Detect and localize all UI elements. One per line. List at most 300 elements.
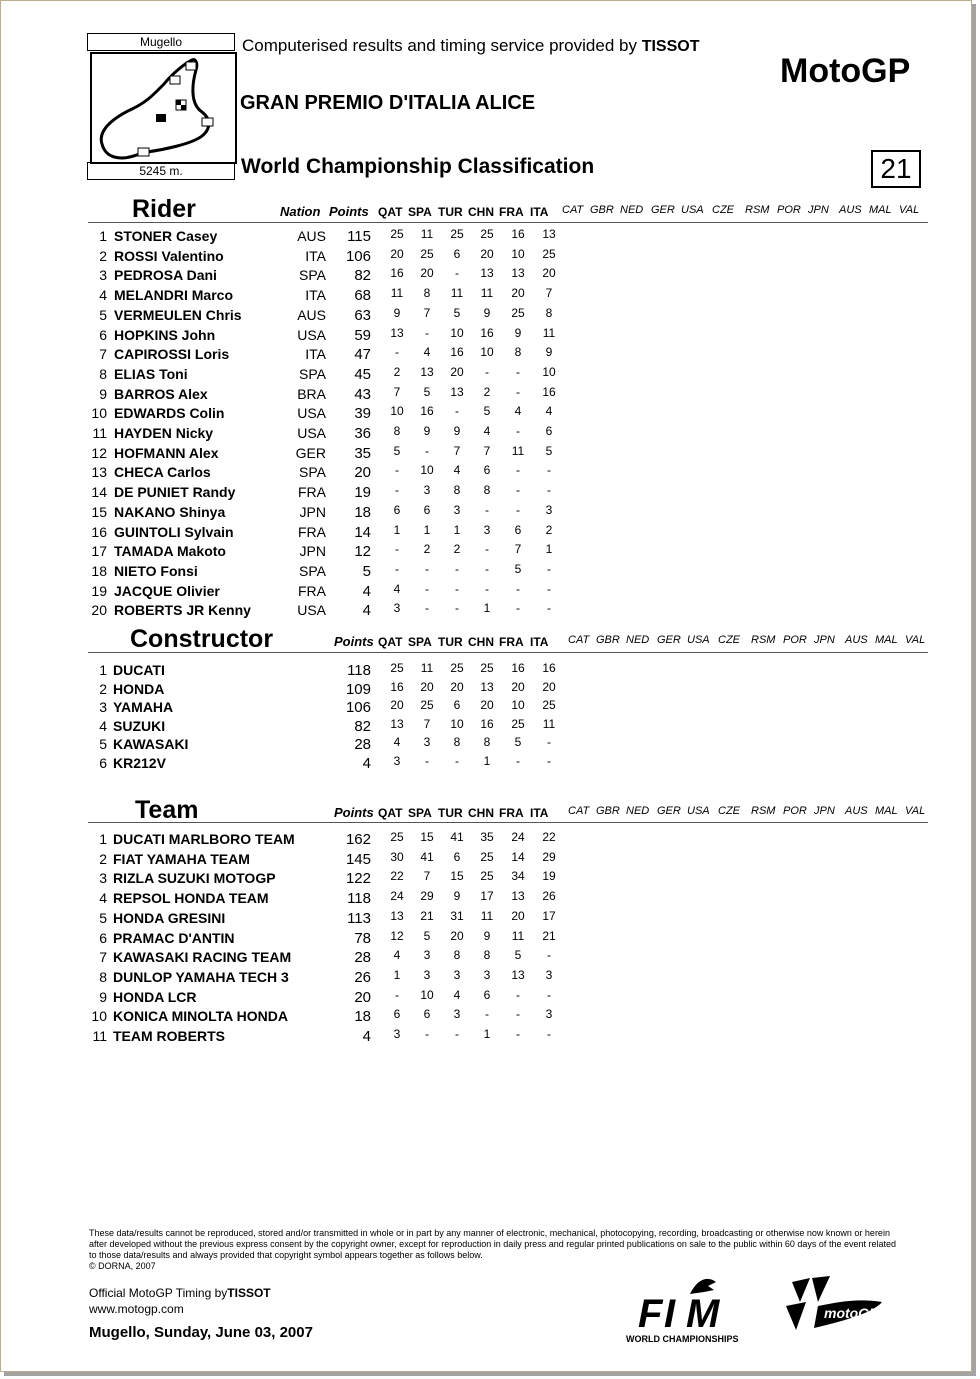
table-row: [0, 445, 980, 464]
points-total: 4: [362, 755, 371, 772]
race-result: 13: [450, 384, 464, 399]
race-result: 6: [545, 424, 553, 438]
race-result: 25: [450, 227, 464, 241]
points-total: 39: [354, 405, 371, 423]
position: 11: [92, 1028, 107, 1044]
table-row: [0, 736, 980, 755]
race-result: 13: [511, 967, 525, 982]
race-result: -: [395, 483, 399, 498]
position: 12: [91, 444, 107, 461]
race-result: 25: [542, 698, 556, 713]
points-total: 162: [345, 831, 371, 848]
race-result: -: [455, 1027, 459, 1041]
points-total: 59: [354, 326, 371, 344]
table-row: [0, 851, 980, 870]
race-result: -: [547, 463, 551, 478]
race-result: 22: [390, 869, 404, 884]
future-race-column-header: JPN: [814, 634, 835, 646]
race-result: 8: [453, 735, 461, 750]
race-result: 16: [390, 679, 404, 694]
points-column-header: Points: [334, 634, 374, 649]
race-result: -: [547, 483, 551, 498]
race-result: -: [485, 502, 489, 517]
table-row: [0, 228, 980, 247]
race-column-header: FRA: [499, 635, 524, 649]
position: 2: [99, 680, 107, 697]
points-total: 18: [354, 1008, 371, 1026]
race-result: 25: [480, 661, 494, 675]
constructor-name: SUZUKI: [113, 717, 166, 734]
position: 4: [99, 287, 107, 304]
rider-name: GUINTOLI Sylvain: [114, 523, 234, 540]
table-row: [0, 327, 980, 346]
future-race-column-header: USA: [687, 634, 710, 646]
race-result: 13: [511, 889, 525, 904]
race-result: -: [425, 601, 429, 616]
team-name: HONDA LCR: [113, 988, 197, 1005]
race-result: 1: [423, 522, 431, 537]
race-result: 25: [480, 869, 494, 884]
position: 3: [99, 870, 107, 887]
points-total: 5: [362, 562, 371, 580]
race-result: 30: [390, 849, 404, 864]
race-result: 12: [390, 928, 404, 943]
race-result: -: [516, 1007, 520, 1022]
race-result: 9: [453, 424, 461, 438]
race-column-header: TUR: [438, 806, 463, 820]
race-result: 7: [393, 384, 401, 399]
race-result: 2: [453, 542, 461, 557]
race-result: -: [547, 754, 551, 768]
points-total: 47: [354, 346, 371, 364]
race-result: 20: [480, 698, 494, 713]
position: 6: [99, 755, 107, 771]
race-result: 8: [423, 286, 431, 301]
nation: SPA: [299, 464, 326, 481]
race-result: 20: [450, 928, 464, 943]
table-row: [0, 248, 980, 267]
future-race-column-header: GER: [657, 805, 681, 817]
race-result: -: [547, 581, 551, 596]
rider-name: CAPIROSSI Loris: [114, 346, 230, 363]
provider-line: [242, 36, 699, 56]
race-column-header: FRA: [499, 806, 524, 820]
race-result: 25: [480, 849, 494, 864]
race-result: 5: [423, 384, 431, 399]
race-result: 4: [393, 948, 401, 963]
nation: USA: [297, 405, 326, 422]
points-total: 113: [347, 909, 371, 927]
table-row: [0, 755, 980, 774]
position: 18: [91, 562, 107, 579]
table-row: [0, 989, 980, 1008]
rider-name: ELIAS Toni: [114, 365, 188, 382]
future-race-column-header: POR: [783, 634, 807, 646]
race-result: -: [425, 443, 429, 458]
race-result: 7: [423, 305, 431, 320]
race-result: 25: [420, 246, 434, 261]
rider-name: BARROS Alex: [114, 385, 208, 402]
race-result: 3: [423, 967, 431, 982]
team-name: KONICA MINOLTA HONDA: [113, 1008, 288, 1025]
event-dateline: Mugello, Sunday, June 03, 2007: [89, 1324, 313, 1341]
team-name: RIZLA SUZUKI MOTOGP: [113, 870, 276, 887]
race-result: 13: [480, 266, 494, 281]
points-total: 4: [362, 1028, 371, 1045]
race-result: 10: [511, 246, 525, 261]
points-total: 12: [354, 543, 371, 561]
race-column-header: ITA: [530, 635, 549, 649]
rider-name: HOFMANN Alex: [114, 444, 219, 461]
section-title: Rider: [132, 195, 196, 223]
race-result: 10: [511, 698, 525, 713]
constructor-name: YAMAHA: [113, 699, 174, 716]
website-link[interactable]: www.motogp.com: [89, 1302, 184, 1316]
future-race-column-header: CZE: [712, 204, 734, 216]
race-column-header: QAT: [378, 806, 403, 820]
rider-name: VERMEULEN Chris: [114, 306, 242, 323]
race-result: 3: [393, 754, 401, 768]
points-total: 106: [345, 699, 371, 717]
future-race-column-header: NED: [626, 805, 650, 817]
points-total: 19: [354, 484, 371, 502]
race-result: 4: [423, 345, 431, 360]
race-result: 7: [483, 443, 491, 458]
future-race-column-header: POR: [783, 805, 807, 817]
race-result: 13: [420, 364, 434, 379]
points-total: 118: [347, 890, 371, 908]
table-row: [0, 718, 980, 737]
page-title: World Championship Classification: [241, 155, 595, 178]
rider-name: EDWARDS Colin: [114, 405, 225, 422]
points-total: 109: [345, 680, 371, 698]
race-result: 10: [450, 716, 464, 731]
future-race-column-header: NED: [626, 634, 650, 646]
motogp-logo: [778, 1272, 888, 1338]
points-total: 4: [362, 602, 371, 620]
table-row: [0, 425, 980, 444]
disclaimer-text: These data/results cannot be reproduced, stored and/or transmitted in whole or in part by any manner of electronic, mechanical, photocopying, recording, broadcasting or otherwise now known or herein after developed without the previous express consent by the copyright owner, except for reproduction in daily press and regular printed publications on sale to the public within 60 days of the event related to those data/results and always provided that copyright symbol appears together as follows below.: [89, 1228, 896, 1260]
race-result: 5: [393, 443, 401, 458]
race-result: -: [455, 601, 459, 616]
points-total: 4: [362, 582, 371, 600]
future-race-column-header: RSM: [745, 204, 770, 216]
race-result: 20: [420, 266, 434, 281]
race-result: -: [516, 384, 520, 399]
race-result: 20: [450, 679, 464, 694]
race-result: 24: [511, 830, 525, 844]
race-result: 3: [423, 735, 431, 750]
race-result: 1: [453, 522, 461, 537]
position: 20: [91, 602, 107, 619]
race-result: 11: [542, 325, 556, 340]
race-result: 7: [514, 542, 522, 557]
section-divider: [88, 822, 928, 823]
future-race-column-header: VAL: [899, 204, 920, 216]
section-title: Team: [135, 796, 199, 824]
race-result: 25: [542, 246, 556, 261]
rider-name: ROBERTS JR Kenny: [114, 602, 251, 619]
race-result: 3: [545, 1007, 553, 1022]
race-result: 6: [423, 1007, 431, 1022]
race-result: -: [516, 483, 520, 498]
race-result: 10: [390, 404, 404, 419]
race-result: 16: [480, 325, 494, 340]
race-result: -: [485, 581, 489, 596]
race-result: -: [547, 735, 551, 750]
position: 19: [91, 582, 107, 599]
position: 5: [99, 736, 107, 753]
race-result: 11: [450, 286, 464, 301]
race-result: 17: [480, 889, 494, 904]
race-result: 4: [483, 424, 491, 438]
race-result: 9: [483, 305, 491, 320]
points-total: 82: [354, 267, 371, 285]
points-total: 63: [354, 306, 371, 324]
race-result: 6: [393, 502, 401, 517]
race-result: -: [425, 325, 429, 340]
future-race-column-header: RSM: [751, 805, 776, 817]
race-result: 5: [545, 443, 553, 458]
position: 4: [99, 717, 107, 734]
future-race-column-header: GER: [657, 634, 681, 646]
race-result: 8: [514, 345, 522, 360]
race-result: 35: [480, 830, 494, 844]
race-result: 1: [483, 754, 491, 768]
race-result: -: [547, 948, 551, 963]
race-result: -: [485, 561, 489, 576]
race-result: -: [425, 1027, 429, 1041]
race-result: 24: [390, 889, 404, 904]
race-result: -: [547, 601, 551, 616]
race-result: 7: [545, 286, 553, 301]
table-row: [0, 681, 980, 700]
race-result: 13: [480, 679, 494, 694]
race-result: 13: [390, 716, 404, 731]
race-result: 6: [393, 1007, 401, 1022]
race-result: 4: [393, 735, 401, 750]
position: 11: [92, 425, 107, 441]
race-result: 4: [545, 404, 553, 419]
page-number-badge: 21: [871, 150, 921, 188]
race-result: 6: [453, 246, 461, 261]
race-result: 13: [511, 266, 525, 281]
race-result: 6: [483, 987, 491, 1002]
team-name: TEAM ROBERTS: [113, 1028, 225, 1044]
race-result: 10: [542, 364, 556, 379]
position: 8: [99, 968, 107, 985]
race-result: 16: [450, 345, 464, 360]
points-total: 36: [354, 425, 371, 442]
race-result: 20: [480, 246, 494, 261]
future-race-column-header: USA: [681, 204, 704, 216]
future-race-column-header: GBR: [596, 634, 620, 646]
race-result: 41: [420, 849, 434, 864]
nation: FRA: [298, 523, 326, 540]
race-result: 9: [423, 424, 431, 438]
rider-name: STONER Casey: [114, 228, 218, 244]
points-column-header: Points: [329, 204, 369, 219]
race-result: -: [547, 1027, 551, 1041]
race-result: 25: [480, 227, 494, 241]
race-result: 6: [423, 502, 431, 517]
race-result: 16: [420, 404, 434, 419]
race-result: 10: [450, 325, 464, 340]
nation: ITA: [305, 247, 326, 264]
race-result: 3: [423, 483, 431, 498]
race-result: 29: [542, 849, 556, 864]
position: 1: [99, 831, 107, 847]
race-column-header: SPA: [408, 635, 432, 649]
race-result: -: [516, 424, 520, 438]
future-race-column-header: CAT: [568, 634, 590, 646]
rider-name: CHECA Carlos: [114, 464, 211, 481]
future-race-column-header: CAT: [568, 805, 590, 817]
position: 13: [91, 464, 107, 481]
race-result: 11: [542, 716, 556, 731]
race-result: 17: [542, 908, 556, 923]
future-race-column-header: GER: [651, 204, 675, 216]
future-race-column-header: USA: [687, 805, 710, 817]
position: 1: [99, 662, 107, 678]
position: 5: [99, 306, 107, 323]
nation: ITA: [305, 287, 326, 304]
rider-name: ROSSI Valentino: [114, 247, 224, 264]
nation: USA: [297, 602, 326, 619]
race-result: -: [425, 561, 429, 576]
race-column-header: CHN: [468, 806, 494, 820]
race-result: 6: [483, 463, 491, 478]
rider-name: NIETO Fonsi: [114, 562, 198, 579]
future-race-column-header: VAL: [905, 805, 926, 817]
svg-text:F: F: [638, 1292, 663, 1336]
circuit-length: 5245 m.: [87, 162, 235, 180]
race-result: 15: [420, 830, 434, 844]
race-result: 4: [393, 581, 401, 596]
rider-name: MELANDRI Marco: [114, 287, 234, 304]
race-result: 20: [511, 679, 525, 694]
race-result: 3: [545, 502, 553, 517]
team-name: FIAT YAMAHA TEAM: [113, 850, 250, 867]
race-result: 11: [420, 227, 434, 241]
race-result: 13: [542, 227, 556, 241]
race-result: -: [455, 266, 459, 281]
table-row: [0, 969, 980, 988]
points-total: 68: [354, 287, 371, 305]
race-result: -: [547, 987, 551, 1002]
section-title: Constructor: [130, 625, 274, 653]
race-result: 20: [450, 364, 464, 379]
race-result: 8: [453, 948, 461, 963]
table-row: [0, 524, 980, 543]
position: 7: [99, 949, 107, 966]
race-result: -: [395, 463, 399, 478]
race-result: 11: [511, 928, 525, 943]
race-result: 2: [483, 384, 491, 399]
points-total: 20: [354, 464, 371, 482]
race-result: -: [395, 345, 399, 360]
race-column-header: SPA: [408, 205, 432, 219]
team-name: DUCATI MARLBORO TEAM: [113, 831, 295, 847]
table-row: [0, 1028, 980, 1047]
race-result: 7: [423, 716, 431, 731]
constructor-name: KAWASAKI: [113, 736, 189, 753]
race-result: 3: [393, 1027, 401, 1041]
race-result: -: [485, 364, 489, 379]
race-result: 16: [511, 227, 525, 241]
table-row: [0, 930, 980, 949]
table-row: [0, 484, 980, 503]
table-row: [0, 910, 980, 929]
race-result: 16: [390, 266, 404, 281]
provider-text: Computerised results and timing service provided by: [242, 36, 637, 55]
nation: AUS: [297, 228, 326, 244]
race-result: 14: [511, 849, 525, 864]
points-total: 115: [347, 228, 371, 245]
table-row: [0, 307, 980, 326]
points-total: 45: [354, 365, 371, 383]
position: 9: [99, 988, 107, 1005]
race-result: 31: [450, 908, 464, 923]
race-result: 25: [420, 698, 434, 713]
points-total: 145: [345, 850, 371, 868]
position: 16: [91, 523, 107, 540]
position: 9: [99, 385, 107, 402]
future-race-column-header: CZE: [718, 805, 740, 817]
official-timing: [89, 1286, 271, 1300]
race-result: 9: [545, 345, 553, 360]
race-result: -: [455, 581, 459, 596]
race-result: 19: [542, 869, 556, 884]
table-row: [0, 287, 980, 306]
future-race-column-header: MAL: [875, 634, 898, 646]
race-result: -: [547, 561, 551, 576]
race-result: 13: [390, 325, 404, 340]
table-row: [0, 1008, 980, 1027]
rider-name: PEDROSA Dani: [114, 267, 217, 284]
race-column-header: TUR: [438, 205, 463, 219]
race-column-header: QAT: [378, 205, 403, 219]
nation: FRA: [298, 484, 326, 501]
race-result: -: [485, 1007, 489, 1022]
future-race-column-header: POR: [777, 204, 801, 216]
race-result: -: [516, 463, 520, 478]
svg-text:M: M: [686, 1292, 720, 1336]
race-result: 25: [450, 661, 464, 675]
table-row: [0, 563, 980, 582]
race-result: 6: [453, 849, 461, 864]
race-result: -: [395, 542, 399, 557]
rider-name: JACQUE Olivier: [114, 582, 220, 599]
points-total: 26: [354, 968, 371, 986]
race-result: 11: [511, 443, 525, 458]
race-result: -: [455, 754, 459, 768]
table-row: [0, 504, 980, 523]
race-result: 20: [511, 286, 525, 301]
future-race-column-header: RSM: [751, 634, 776, 646]
position: 6: [99, 929, 107, 946]
race-result: 25: [511, 305, 525, 320]
official-brand: TISSOT: [227, 1286, 271, 1300]
table-row: [0, 346, 980, 365]
series-title: MotoGP: [780, 52, 911, 90]
race-result: 16: [542, 384, 556, 399]
points-total: 35: [354, 444, 371, 462]
copyright: © DORNA, 2007: [89, 1261, 156, 1271]
race-result: 29: [420, 889, 434, 904]
race-result: 4: [514, 404, 522, 419]
race-column-header: SPA: [408, 806, 432, 820]
